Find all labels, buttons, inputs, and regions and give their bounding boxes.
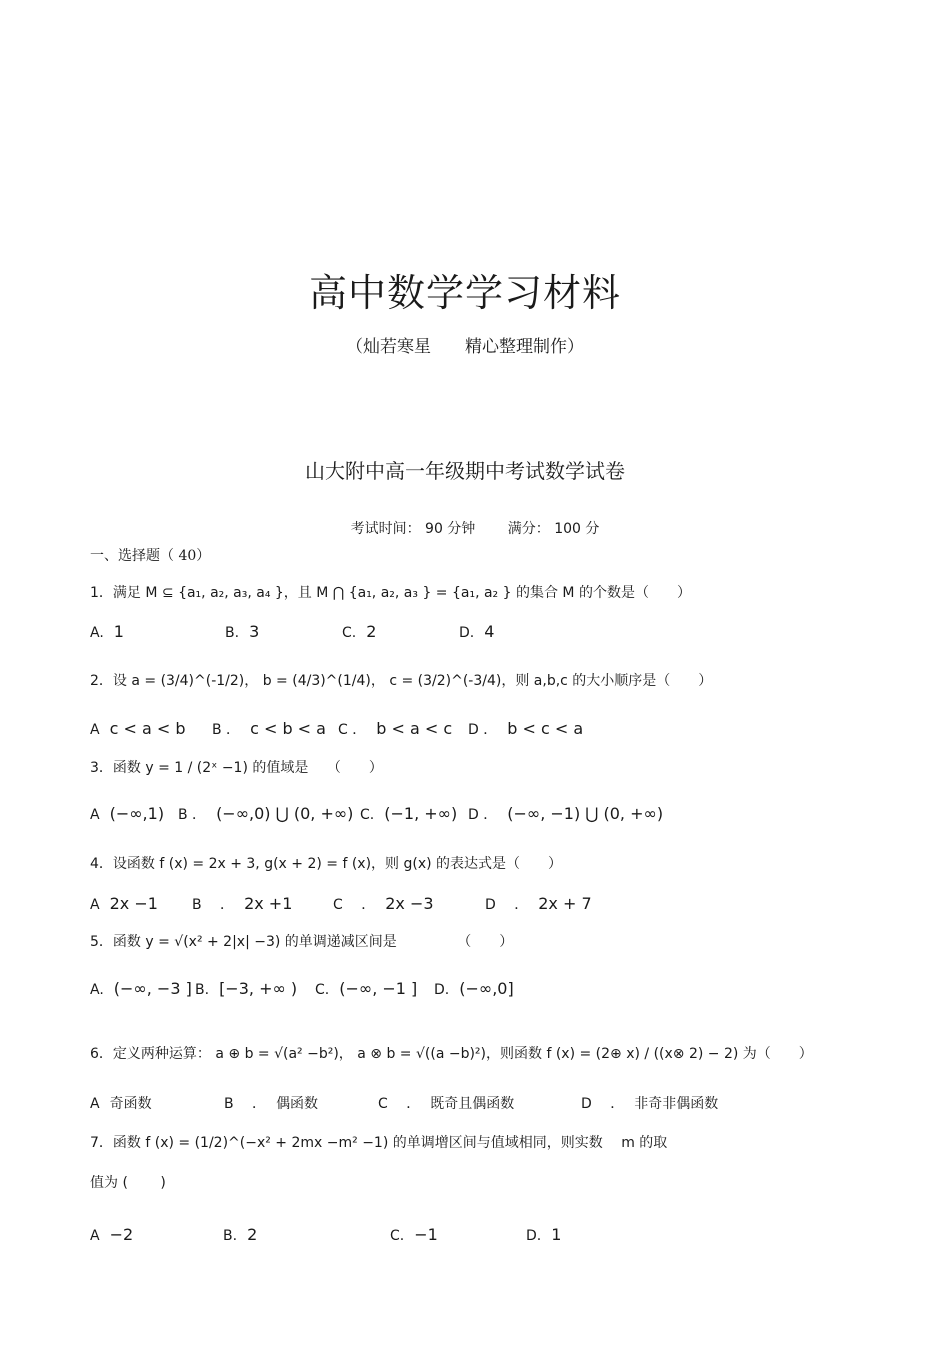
option-label: C ． bbox=[338, 722, 367, 738]
q6-option-b bbox=[224, 1093, 318, 1113]
option-value: 2x + 7 bbox=[538, 894, 592, 913]
cover-title: 高中数学学习材料 bbox=[308, 271, 621, 315]
q1-option-c bbox=[342, 622, 376, 641]
option-value: (−1, +∞) bbox=[384, 804, 458, 823]
question-7-continued: 值为 ( ) bbox=[90, 1175, 166, 1191]
option-value: 既奇且偶函数 bbox=[430, 1096, 515, 1112]
q4-option-d bbox=[485, 894, 592, 914]
option-value: [−3, +∞ ) bbox=[219, 979, 298, 998]
q2-option-d bbox=[468, 719, 583, 739]
option-value: 1 bbox=[113, 622, 124, 641]
q6-option-a bbox=[90, 1093, 152, 1113]
question-1: 1．满足 M ⊆ {a₁, a₂, a₃, a₄ }，且 M ⋂ {a₁, a₂, a₃ } = {a₁, a₂ } 的集合 M 的个数是（ ） bbox=[90, 585, 691, 601]
q3-option-a bbox=[90, 804, 164, 823]
cover-subtitle: （灿若寒星 精心整理制作） bbox=[346, 337, 584, 357]
option-value: c < b < a bbox=[250, 719, 326, 738]
option-value: (−∞,1) bbox=[109, 804, 165, 823]
option-label: B ． bbox=[224, 1096, 267, 1112]
q4-option-c bbox=[333, 894, 434, 914]
question-7: 7．函数 f (x) = (1/2)^(−x² + 2mx −m² −1) 的单调增区间与值域相同，则实数 m 的取 bbox=[90, 1135, 668, 1151]
option-label: D. bbox=[459, 625, 475, 641]
q5-option-d bbox=[434, 979, 514, 998]
option-label: D. bbox=[434, 982, 450, 998]
option-value: −2 bbox=[109, 1225, 134, 1244]
q6-option-d bbox=[581, 1093, 718, 1113]
question-3: 3．函数 y = 1 / (2ˣ −1) 的值域是 （ ） bbox=[90, 760, 383, 776]
question-5: 5．函数 y = √(x² + 2|x| −3) 的单调递减区间是 （ ） bbox=[90, 934, 514, 950]
option-label: C ． bbox=[333, 897, 376, 913]
option-value: c < a < b bbox=[109, 719, 186, 738]
option-value: 2 bbox=[366, 622, 377, 641]
option-label: B. bbox=[225, 625, 240, 641]
q3-option-d bbox=[468, 804, 663, 824]
option-label: C. bbox=[360, 807, 375, 823]
q7-option-d bbox=[526, 1225, 561, 1244]
option-value: 3 bbox=[249, 622, 260, 641]
option-value: (−∞, −1) ⋃ (0, +∞) bbox=[507, 804, 664, 823]
q3-option-b bbox=[178, 804, 353, 824]
question-4: 4．设函数 f (x) = 2x + 3, g(x + 2) = f (x)，则 g(x) 的表达式是（ ） bbox=[90, 856, 563, 872]
option-value: −1 bbox=[414, 1225, 438, 1244]
option-label: D ． bbox=[581, 1096, 625, 1112]
option-value: 1 bbox=[551, 1225, 562, 1244]
q5-option-b bbox=[195, 979, 297, 998]
option-label: C ． bbox=[378, 1096, 421, 1112]
option-value: (−∞, −1 ] bbox=[339, 979, 418, 998]
option-label: B ． bbox=[192, 897, 235, 913]
option-label: A bbox=[90, 1228, 100, 1244]
q6-option-c bbox=[378, 1093, 514, 1113]
question-6: 6．定义两种运算： a ⊕ b = √(a² −b²)， a ⊗ b = √((a −b)²)，则函数 f (x) = (2⊕ x) / ((x⊗ 2) − 2) 为（ ） bbox=[90, 1046, 813, 1062]
exam-title: 山大附中高一年级期中考试数学试卷 bbox=[305, 459, 625, 483]
option-value: 2 bbox=[247, 1225, 258, 1244]
option-value: (−∞,0) ⋃ (0, +∞) bbox=[216, 804, 354, 823]
q5-option-a bbox=[90, 979, 192, 998]
option-label: D ． bbox=[468, 722, 498, 738]
option-label: D ． bbox=[468, 807, 498, 823]
option-label: A bbox=[90, 807, 100, 823]
option-value: (−∞, −3 ] bbox=[113, 979, 192, 998]
option-value: 非奇非偶函数 bbox=[634, 1096, 719, 1112]
option-label: A. bbox=[90, 982, 104, 998]
option-label: A bbox=[90, 1096, 100, 1112]
option-label: B. bbox=[223, 1228, 238, 1244]
option-label: D. bbox=[526, 1228, 542, 1244]
exam-info: 考试时间： 90 分钟 满分： 100 分 bbox=[350, 521, 600, 537]
option-value: b < a < c bbox=[376, 719, 453, 738]
option-value: 偶函数 bbox=[276, 1096, 319, 1112]
q2-option-b bbox=[212, 719, 326, 739]
option-value: 奇函数 bbox=[109, 1096, 152, 1112]
option-value: (−∞,0] bbox=[459, 979, 514, 998]
section-heading: 一、选择题（ 40） bbox=[90, 548, 211, 564]
option-value: 4 bbox=[484, 622, 495, 641]
q3-option-c bbox=[360, 804, 457, 823]
option-value: 2x −1 bbox=[109, 894, 158, 913]
q1-option-d bbox=[459, 622, 494, 641]
option-label: B ． bbox=[212, 722, 241, 738]
q1-option-b bbox=[225, 622, 259, 641]
q2-option-c bbox=[338, 719, 452, 739]
option-label: C. bbox=[342, 625, 357, 641]
option-label: B ． bbox=[178, 807, 207, 823]
option-label: D ． bbox=[485, 897, 529, 913]
q4-option-a bbox=[90, 894, 158, 913]
option-label: C. bbox=[315, 982, 330, 998]
option-label: B. bbox=[195, 982, 210, 998]
option-label: A. bbox=[90, 625, 104, 641]
q5-option-c bbox=[315, 979, 417, 998]
option-label: C. bbox=[390, 1228, 405, 1244]
q7-option-a bbox=[90, 1225, 133, 1244]
option-label: A bbox=[90, 897, 100, 913]
question-2: 2．设 a = (3/4)^(-1/2)， b = (4/3)^(1/4)， c = (3/2)^(-3/4)，则 a,b,c 的大小顺序是（ ） bbox=[90, 673, 713, 689]
option-label: A bbox=[90, 722, 100, 738]
q4-option-b bbox=[192, 894, 292, 914]
q7-option-c bbox=[390, 1225, 438, 1244]
option-value: b < c < a bbox=[507, 719, 584, 738]
q1-option-a bbox=[90, 622, 124, 641]
q7-option-b bbox=[223, 1225, 257, 1244]
option-value: 2x +1 bbox=[244, 894, 293, 913]
option-value: 2x −3 bbox=[385, 894, 434, 913]
q2-option-a bbox=[90, 719, 186, 738]
